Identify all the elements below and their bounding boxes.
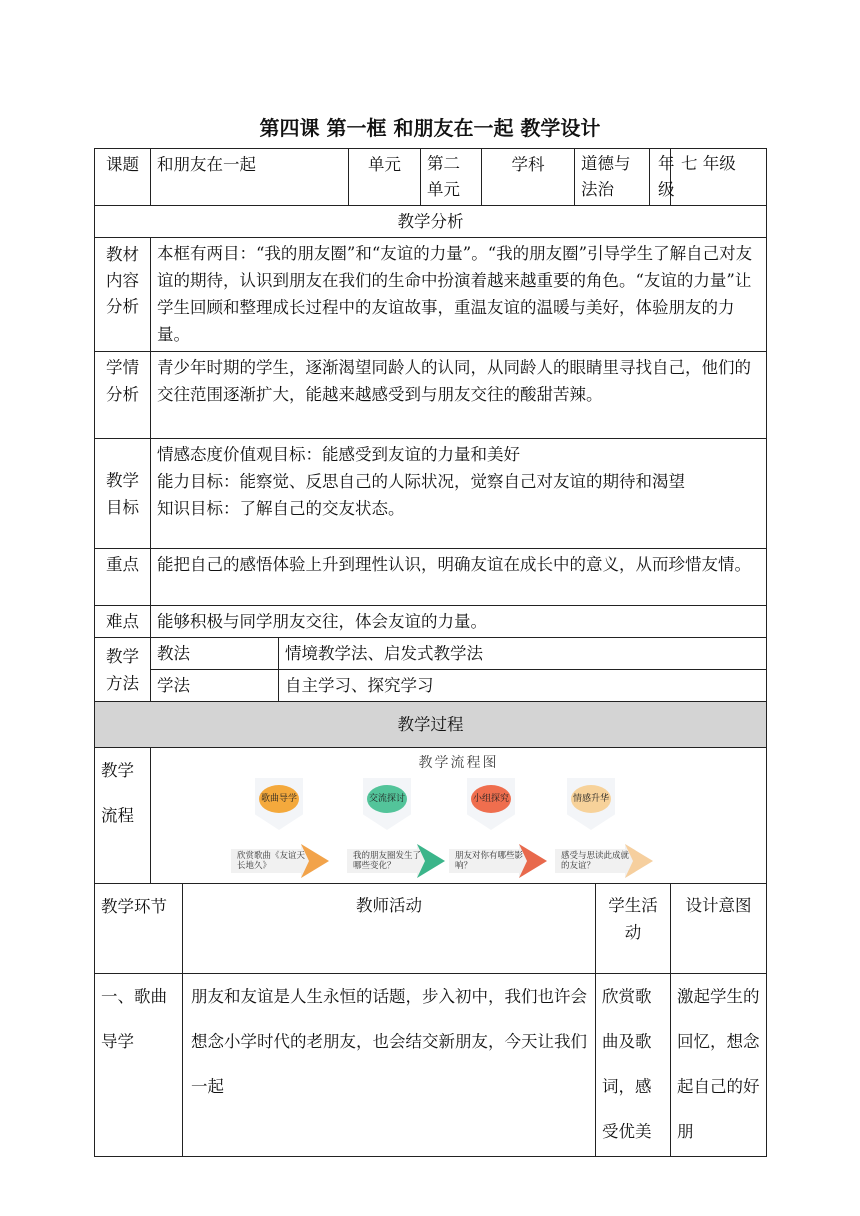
grade-label: 年级 [650,149,671,206]
student-label: 学情分析 [95,352,151,439]
flow-arrow-2 [347,844,445,878]
goal-text [151,439,767,549]
goal-ability: 能力目标：能察觉、反思自己的人际状况，觉察自己对友谊的期待和渴望 [157,472,685,491]
flow-step-2-desc: 我的朋友圈发生了哪些变化？ [353,851,422,871]
unit-label: 单元 [349,149,421,206]
student-activity: 欣赏歌曲及歌词，感受优美 [596,974,671,1157]
goal-emotion: 情感态度价值观目标：能感受到友谊的力量和美好 [157,445,520,464]
key-label: 重点 [95,549,151,606]
col-student: 学生活动 [596,884,671,974]
teach-method-value: 情境教学法、启发式教学法 [279,638,767,670]
teach-method-label: 教法 [151,638,279,670]
subject-value: 道德与法治 [575,149,650,206]
stage-cell: 一、歌曲导学 [95,974,183,1157]
textbook-text: 本框有两目：“我的朋友圈”和“友谊的力量”。“我的朋友圈”引导学生了解自己对友谊的期待，认识到朋友在我们的生命中扮演着越来越重要的角色。“友谊的力量”让学生回顾和整理成长过程中的友谊故事，重温友谊的温暖与美好，体验朋友的力量。 [151,238,767,352]
flow-step-3-label: 小组探究 [471,785,511,813]
key-text: 能把自己的感悟体验上升到理性认识，明确友谊在成长中的意义，从而珍惜友情。 [151,549,767,606]
col-stage: 教学环节 [95,884,183,974]
col-teacher: 教师活动 [183,884,596,974]
student-text: 青少年时期的学生，逐渐渴望同龄人的认同，从同龄人的眼睛里寻找自己，他们的交往范围逐渐扩大，能越来越感受到与朋友交往的酸甜苦辣。 [151,352,767,439]
flow-step-4-desc: 感受与思读此成就的友谊？ [561,851,630,871]
document-title: 第四课 第一框 和朋友在一起 教学设计 [259,116,601,140]
subject-label: 学科 [482,149,575,206]
flow-step-2-label: 交流探讨 [367,785,407,813]
method-label: 教学方法 [95,638,151,702]
flow-arrow-4 [555,844,653,878]
difficulty-label: 难点 [95,606,151,638]
col-intent: 设计意图 [671,884,767,974]
learn-method-label: 学法 [151,670,279,702]
flow-step-1-label: 歌曲导学 [259,785,299,813]
topic-value: 和朋友在一起 [151,149,349,206]
flow-chart [151,748,766,880]
design-intent: 激起学生的回忆，想念起自己的好朋 [671,974,767,1157]
topic-label: 课题 [95,149,151,206]
textbook-label: 教材内容分析 [95,238,151,352]
flow-chart-cell [151,748,767,884]
teacher-activity: 朋友和友谊是人生永恒的话题，步入初中，我们也许会想念小学时代的老朋友，也会结交新朋友，今天让我们一起 [183,974,596,1157]
flow-step-4-label: 情感升华 [571,785,611,813]
grade-value: 七 年级 [671,149,767,206]
flow-label: 教学流程 [95,748,151,884]
learn-method-value: 自主学习、探究学习 [279,670,767,702]
flow-arrow-3 [449,844,547,878]
flow-step-1-desc: 欣赏歌曲《友谊天长地久》 [237,851,306,871]
analysis-heading: 教学分析 [95,206,767,238]
goal-label: 教学目标 [95,439,151,549]
difficulty-text: 能够积极与同学朋友交往，体会友谊的力量。 [151,606,767,638]
process-heading: 教学过程 [95,702,767,748]
flow-chart-title: 教学流程图 [418,755,499,771]
lesson-plan-table [94,148,767,1157]
flow-step-3-desc: 朋友对你有哪些影响？ [455,851,524,871]
unit-value: 第二单元 [421,149,482,206]
flow-arrow-1 [231,844,329,878]
goal-knowledge: 知识目标：了解自己的交友状态。 [157,499,405,518]
